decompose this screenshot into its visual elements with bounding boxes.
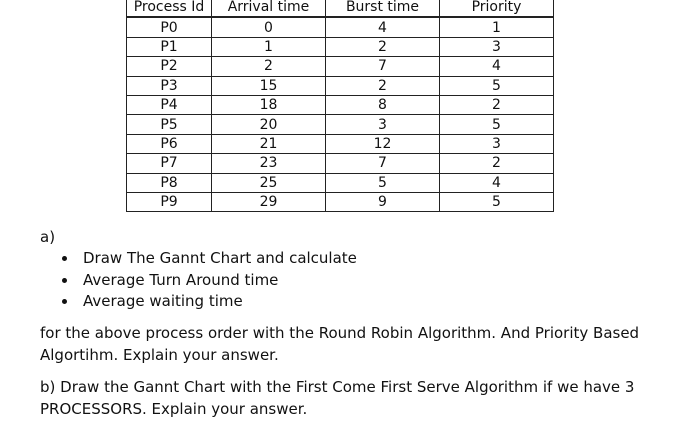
table-row <box>127 173 554 192</box>
cell-burst-time: 3 <box>326 115 440 134</box>
cell-arrival-time: 15 <box>212 76 326 95</box>
bullet-text: Average waiting time <box>83 292 243 310</box>
cell-priority: 5 <box>440 76 554 95</box>
cell-arrival-time: 29 <box>212 192 326 211</box>
cell-process-id: P5 <box>127 115 212 134</box>
cell-arrival-time: 20 <box>212 115 326 134</box>
bullet-text: Draw The Gannt Chart and calculate <box>83 249 357 267</box>
cell-priority: 2 <box>440 154 554 173</box>
cell-process-id: P4 <box>127 95 212 114</box>
bullet-text: Average Turn Around time <box>83 270 279 289</box>
cell-process-id: P8 <box>127 173 212 192</box>
table-row <box>127 115 554 134</box>
cell-priority: 5 <box>440 115 554 134</box>
table-row <box>127 76 554 95</box>
cell-process-id: P3 <box>127 76 212 95</box>
cell-burst-time: 7 <box>326 57 440 76</box>
paragraph-line: for the above process order with the Round Robin Algorithm. And Priority Based <box>40 324 640 342</box>
cell-priority: 4 <box>440 57 554 76</box>
question-b-paragraph <box>40 376 634 420</box>
table-row <box>127 57 554 76</box>
question-a-label: a) <box>40 228 56 246</box>
table-row <box>127 95 554 114</box>
cell-priority: 3 <box>440 37 554 56</box>
bullet-dot-icon <box>62 299 67 304</box>
cell-burst-time: 7 <box>326 154 440 173</box>
question-a-paragraph <box>40 322 639 366</box>
list-item <box>62 270 357 292</box>
header-burst-time: Burst time <box>326 0 440 17</box>
cell-burst-time: 2 <box>326 76 440 95</box>
cell-burst-time: 8 <box>326 95 440 114</box>
bullet-dot-icon <box>62 278 67 283</box>
header-process-id: Process Id <box>127 0 212 17</box>
cell-priority: 2 <box>440 95 554 114</box>
cell-process-id: P2 <box>127 57 212 76</box>
cell-priority: 5 <box>440 192 554 211</box>
table-row <box>127 192 554 211</box>
table-row <box>127 17 554 37</box>
cell-burst-time: 4 <box>326 17 440 37</box>
cell-priority: 4 <box>440 173 554 192</box>
bullet-dot-icon <box>62 256 67 261</box>
table-header-row <box>127 0 554 17</box>
table-row <box>127 37 554 56</box>
cell-process-id: P6 <box>127 134 212 153</box>
cell-arrival-time: 21 <box>212 134 326 153</box>
cell-arrival-time: 23 <box>212 154 326 173</box>
cell-process-id: P1 <box>127 37 212 56</box>
cell-burst-time: 2 <box>326 37 440 56</box>
cell-priority: 3 <box>440 134 554 153</box>
cell-process-id: P0 <box>127 17 212 37</box>
cell-process-id: P9 <box>127 192 212 211</box>
list-item <box>62 248 357 270</box>
cell-arrival-time: 2 <box>212 57 326 76</box>
paragraph-line: b) Draw the Gannt Chart with the First Come First Serve Algorithm if we have 3 <box>40 378 635 396</box>
cell-arrival-time: 25 <box>212 173 326 192</box>
header-priority: Priority <box>440 0 554 17</box>
cell-priority: 1 <box>440 17 554 37</box>
question-a-bullets <box>62 248 357 313</box>
cell-arrival-time: 18 <box>212 95 326 114</box>
list-item <box>62 291 357 313</box>
cell-process-id: P7 <box>127 154 212 173</box>
cell-burst-time: 9 <box>326 192 440 211</box>
cell-burst-time: 12 <box>326 134 440 153</box>
cell-arrival-time: 1 <box>212 37 326 56</box>
table-body <box>127 17 554 211</box>
table-row <box>127 134 554 153</box>
cell-arrival-time: 0 <box>212 17 326 37</box>
table-row <box>127 154 554 173</box>
process-table <box>126 0 554 212</box>
paragraph-line: PROCESSORS. Explain your answer. <box>40 400 308 418</box>
paragraph-line: Algortihm. Explain your answer. <box>40 346 279 364</box>
header-arrival-time: Arrival time <box>212 0 326 17</box>
cell-burst-time: 5 <box>326 173 440 192</box>
